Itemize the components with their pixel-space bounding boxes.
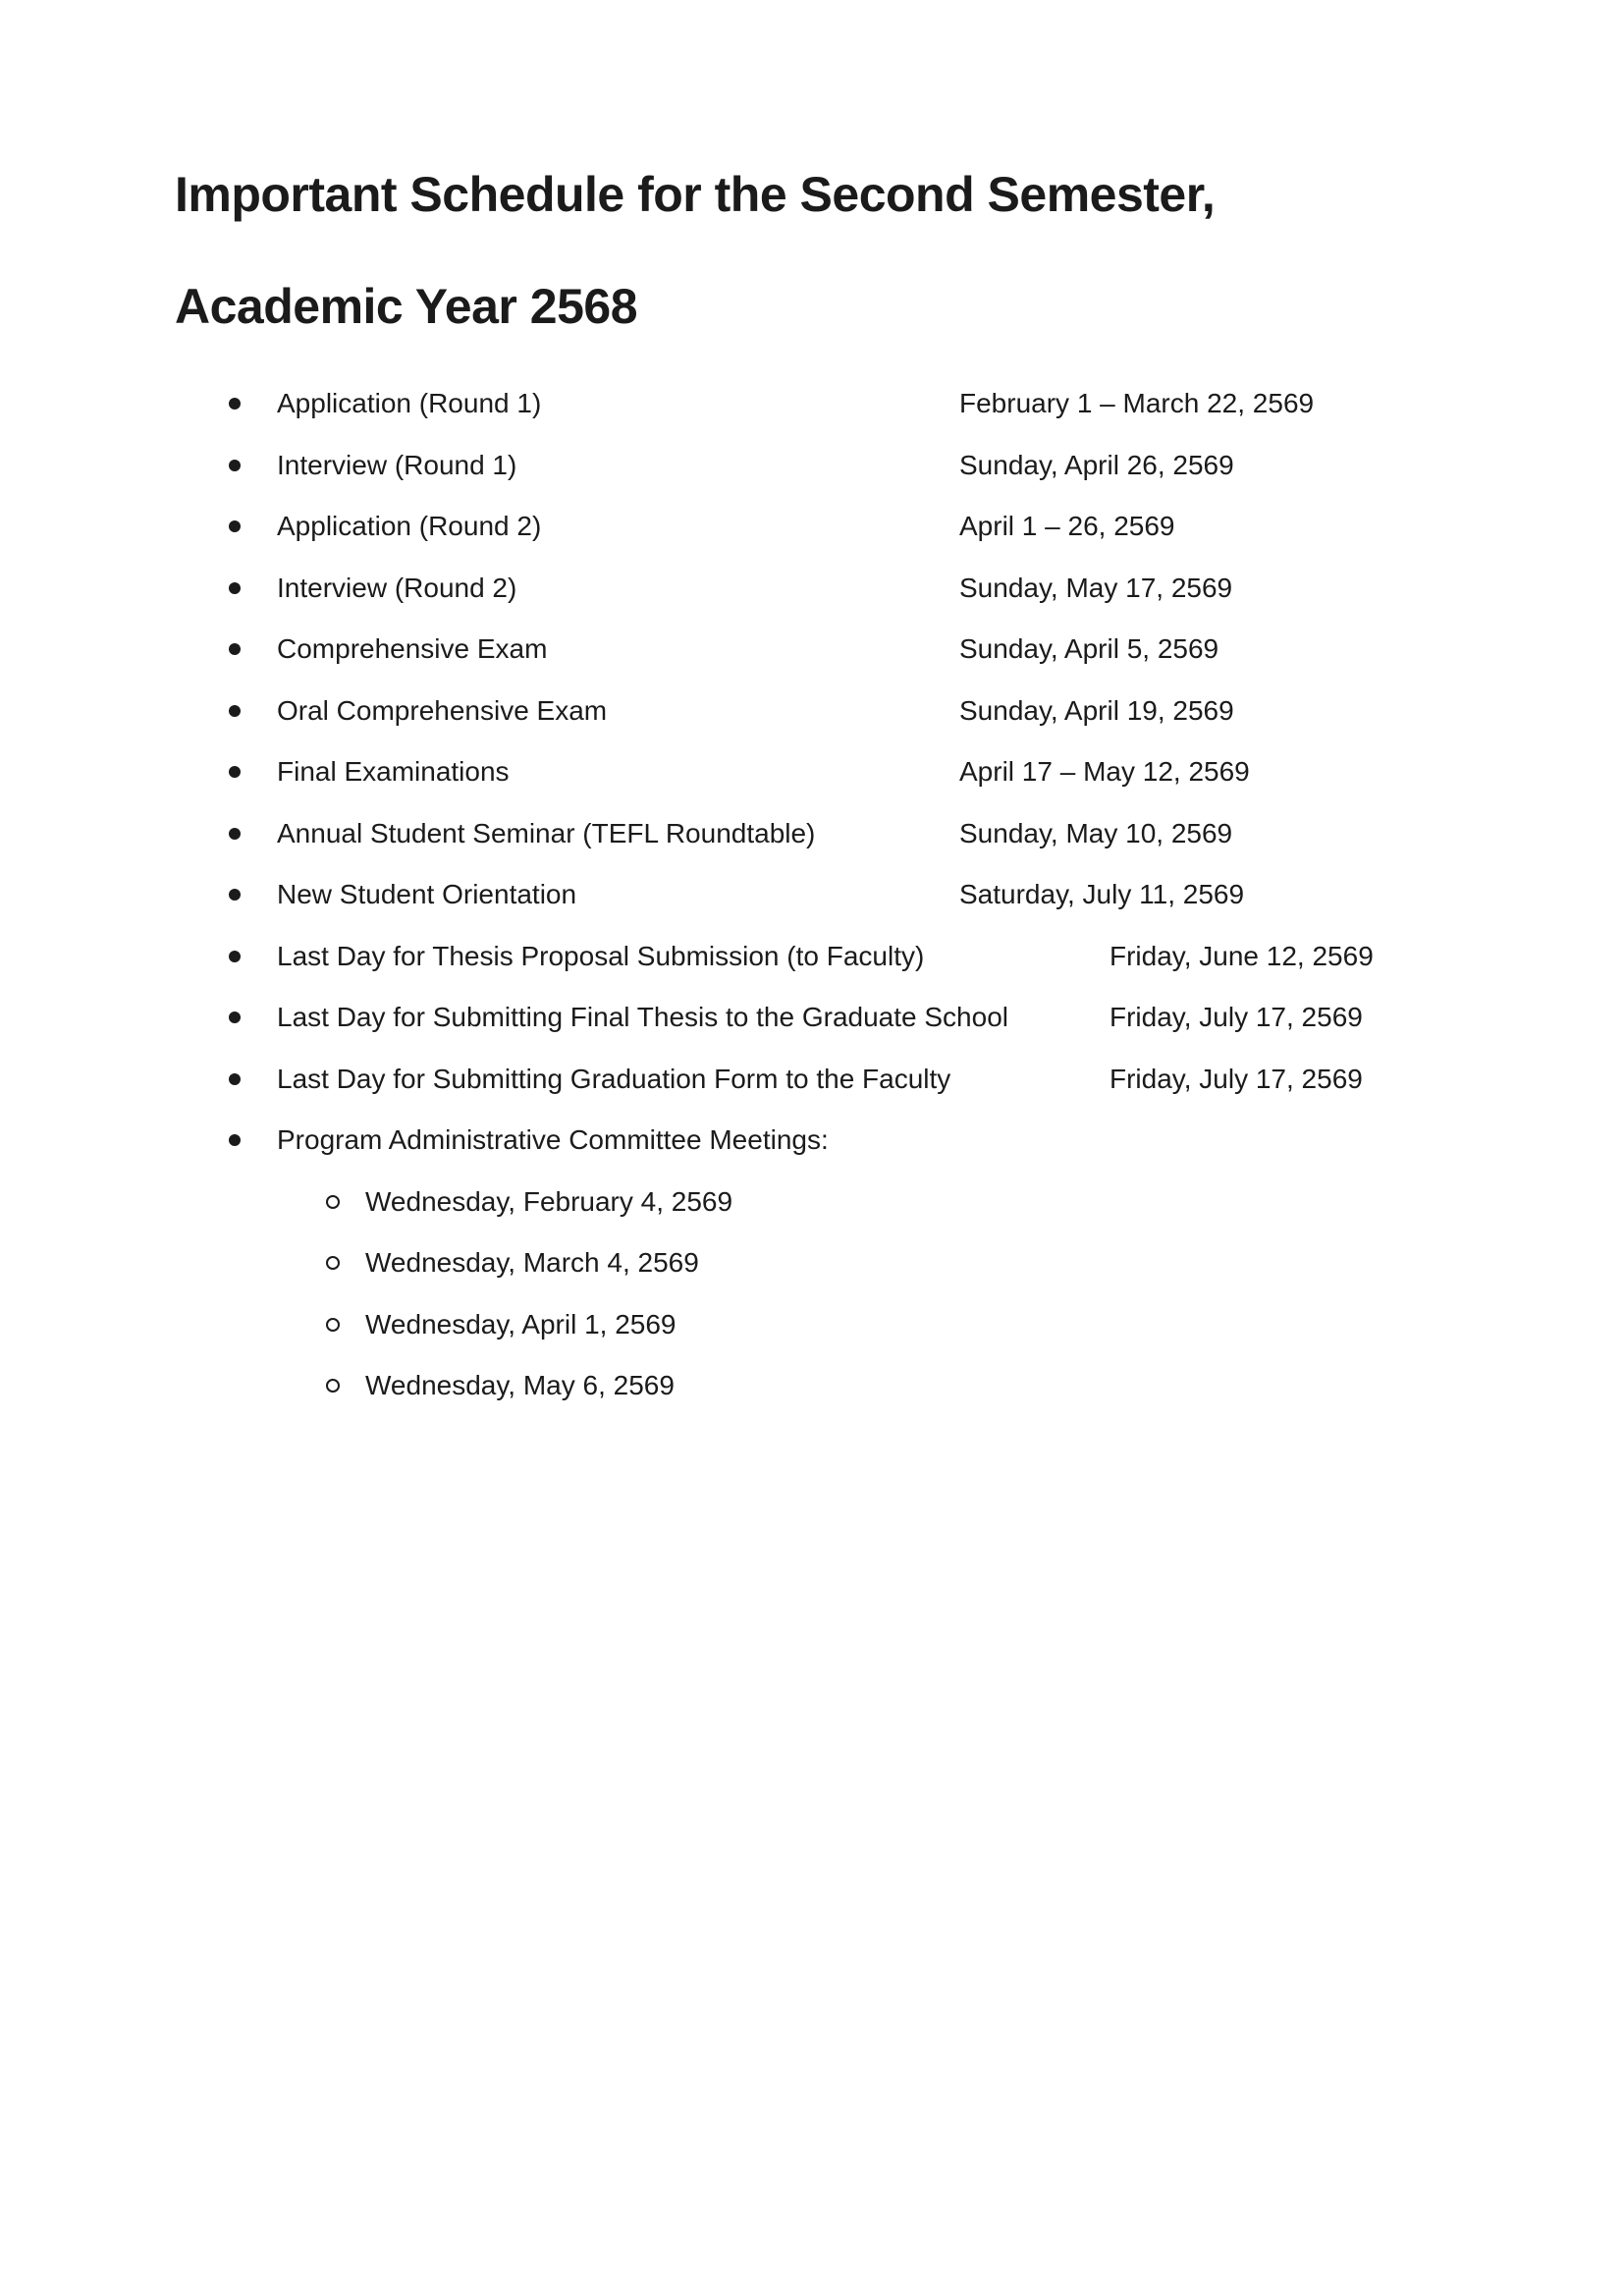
schedule-row — [0, 496, 1624, 558]
bullet-icon — [229, 889, 241, 901]
schedule-row — [0, 926, 1624, 988]
meeting-row — [0, 1294, 1624, 1356]
schedule-list — [0, 373, 1624, 1417]
bullet-icon — [229, 398, 241, 410]
event-date: Sunday, April 19, 2569 — [959, 694, 1234, 726]
schedule-row — [0, 1049, 1624, 1111]
bullet-icon — [229, 766, 241, 778]
event-label: Annual Student Seminar (TEFL Roundtable) — [277, 817, 816, 848]
event-date: Sunday, April 26, 2569 — [959, 449, 1234, 480]
meetings-heading: Program Administrative Committee Meetings: — [277, 1124, 829, 1155]
event-date: Saturday, July 11, 2569 — [959, 879, 1245, 909]
bullet-icon — [229, 582, 241, 594]
event-date: Sunday, April 5, 2569 — [959, 633, 1219, 664]
deadline-label: Last Day for Thesis Proposal Submission (to Faculty) — [277, 940, 925, 971]
bullet-icon — [229, 643, 241, 655]
event-label: Oral Comprehensive Exam — [277, 694, 608, 726]
meeting-row — [0, 1355, 1624, 1417]
bullet-icon — [229, 951, 241, 962]
meeting-row — [0, 1232, 1624, 1294]
meeting-date: Wednesday, April 1, 2569 — [365, 1308, 677, 1339]
event-label: Application (Round 1) — [277, 388, 542, 418]
meeting-date: Wednesday, May 6, 2569 — [365, 1370, 675, 1400]
bullet-icon — [229, 1134, 241, 1146]
event-label: Final Examinations — [277, 756, 510, 787]
deadline-label: Last Day for Submitting Final Thesis to the Graduate School — [277, 1002, 1008, 1032]
bullet-icon — [229, 1011, 241, 1023]
deadline-label: Last Day for Submitting Graduation Form to the Faculty — [277, 1063, 951, 1094]
circle-bullet-icon — [326, 1195, 340, 1209]
event-date: Sunday, May 17, 2569 — [959, 572, 1233, 603]
deadline-date: Friday, July 17, 2569 — [1110, 1063, 1363, 1094]
schedule-row — [0, 373, 1624, 435]
page-title-line-1: Important Schedule for the Second Semester, — [175, 167, 1216, 222]
bullet-icon — [229, 520, 241, 532]
circle-bullet-icon — [326, 1256, 340, 1270]
event-label: Interview (Round 1) — [277, 449, 517, 480]
schedule-row — [0, 1110, 1624, 1172]
bullet-icon — [229, 828, 241, 840]
circle-bullet-icon — [326, 1318, 340, 1332]
meeting-date: Wednesday, February 4, 2569 — [365, 1185, 733, 1217]
deadline-date: Friday, June 12, 2569 — [1110, 940, 1374, 971]
schedule-row — [0, 864, 1624, 926]
schedule-row — [0, 558, 1624, 620]
deadline-date: Friday, July 17, 2569 — [1110, 1002, 1363, 1032]
event-date: April 17 – May 12, 2569 — [959, 756, 1250, 787]
circle-bullet-icon — [326, 1379, 340, 1393]
schedule-row — [0, 803, 1624, 865]
bullet-icon — [229, 1073, 241, 1085]
event-date: February 1 – March 22, 2569 — [959, 388, 1315, 418]
schedule-row — [0, 987, 1624, 1049]
page-title-line-2: Academic Year 2568 — [175, 279, 638, 334]
event-date: Sunday, May 10, 2569 — [959, 817, 1233, 848]
event-date: April 1 – 26, 2569 — [959, 511, 1175, 541]
schedule-row — [0, 619, 1624, 681]
schedule-row — [0, 435, 1624, 497]
meeting-date: Wednesday, March 4, 2569 — [365, 1247, 699, 1278]
event-label: Interview (Round 2) — [277, 572, 517, 603]
page-title — [175, 138, 1215, 362]
bullet-icon — [229, 460, 241, 471]
event-label: Comprehensive Exam — [277, 633, 548, 664]
meeting-row — [0, 1172, 1624, 1233]
schedule-row — [0, 681, 1624, 742]
bullet-icon — [229, 705, 241, 717]
schedule-row — [0, 741, 1624, 803]
event-label: New Student Orientation — [277, 879, 577, 909]
event-label: Application (Round 2) — [277, 511, 542, 541]
